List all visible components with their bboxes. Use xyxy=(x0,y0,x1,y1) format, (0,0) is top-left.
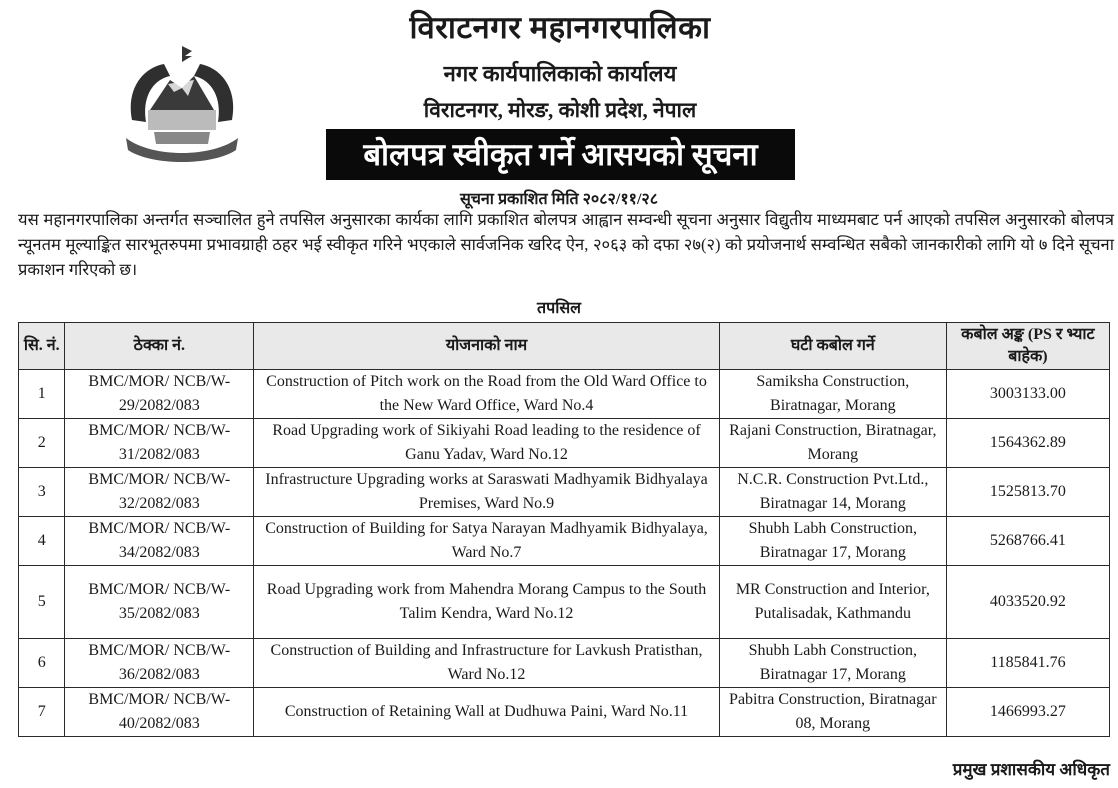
cell-sn: 4 xyxy=(19,517,65,566)
municipality-name: विराटनगर महानगरपालिका xyxy=(409,10,711,45)
col-header-project: योजनाको नाम xyxy=(254,323,720,370)
cell-contract: BMC/MOR/ NCB/W-40/2082/083 xyxy=(65,688,254,737)
table-row xyxy=(19,566,1110,639)
cell-amount: 1185841.76 xyxy=(946,639,1109,688)
cell-project: Construction of Building for Satya Narayan Madhyamik Bidhyalaya, Ward No.7 xyxy=(254,517,720,566)
cell-bidder: N.C.R. Construction Pvt.Ltd., Biratnagar 14, Morang xyxy=(719,468,946,517)
cell-bidder: Samiksha Construction, Biratnagar, Morang xyxy=(719,370,946,419)
cell-project: Construction of Retaining Wall at Dudhuwa Paini, Ward No.11 xyxy=(254,688,720,737)
table-row xyxy=(19,370,1110,419)
office-address: विराटनगर, मोरङ, कोशी प्रदेश, नेपाल xyxy=(423,98,697,122)
cell-amount: 5268766.41 xyxy=(946,517,1109,566)
publication-date: सूचना प्रकाशित मिति २०८२/११/२८ xyxy=(459,191,659,208)
table-header-row xyxy=(19,323,1110,370)
cell-amount: 1525813.70 xyxy=(946,468,1109,517)
cell-project: Construction of Building and Infrastructure for Lavkush Pratisthan, Ward No.12 xyxy=(254,639,720,688)
cell-amount: 3003133.00 xyxy=(946,370,1109,419)
nepal-emblem-icon xyxy=(112,40,252,170)
table-row xyxy=(19,468,1110,517)
table-row xyxy=(19,517,1110,566)
cell-bidder: Pabitra Construction, Biratnagar 08, Morang xyxy=(719,688,946,737)
cell-sn: 2 xyxy=(19,419,65,468)
cell-contract: BMC/MOR/ NCB/W-36/2082/083 xyxy=(65,639,254,688)
awarded-bids-table xyxy=(18,322,1110,737)
table-caption: तपसिल xyxy=(536,300,582,317)
cell-sn: 5 xyxy=(19,566,65,639)
signatory-title: प्रमुख प्रशासकीय अधिकृत xyxy=(952,760,1110,779)
cell-sn: 7 xyxy=(19,688,65,737)
cell-contract: BMC/MOR/ NCB/W-35/2082/083 xyxy=(65,566,254,639)
cell-bidder: Shubh Labh Construction, Biratnagar 17, Morang xyxy=(719,639,946,688)
table-row xyxy=(19,639,1110,688)
cell-bidder: Shubh Labh Construction, Biratnagar 17, Morang xyxy=(719,517,946,566)
cell-contract: BMC/MOR/ NCB/W-32/2082/083 xyxy=(65,468,254,517)
col-header-contract: ठेक्का नं. xyxy=(65,323,254,370)
cell-contract: BMC/MOR/ NCB/W-34/2082/083 xyxy=(65,517,254,566)
notice-title-banner: बोलपत्र स्वीकृत गर्ने आसयको सूचना xyxy=(326,129,795,180)
col-header-bidder: घटी कबोल गर्ने xyxy=(719,323,946,370)
cell-contract: BMC/MOR/ NCB/W-31/2082/083 xyxy=(65,419,254,468)
cell-project: Road Upgrading work from Mahendra Morang Campus to the South Talim Kendra, Ward No.12 xyxy=(254,566,720,639)
cell-bidder: Rajani Construction, Biratnagar, Morang xyxy=(719,419,946,468)
col-header-sn: सि. नं. xyxy=(19,323,65,370)
cell-amount: 1564362.89 xyxy=(946,419,1109,468)
col-header-amount: कबोल अङ्क (PS र भ्याट बाहेक) xyxy=(946,323,1109,370)
table-row xyxy=(19,688,1110,737)
cell-sn: 3 xyxy=(19,468,65,517)
office-name: नगर कार्यपालिकाको कार्यालय xyxy=(443,61,677,86)
cell-contract: BMC/MOR/ NCB/W-29/2082/083 xyxy=(65,370,254,419)
notice-body: यस महानगरपालिका अन्तर्गत सञ्चालित हुने तपसिल अनुसारका कार्यका लागि प्रकाशित बोलपत्र आह्वान सम्वन्धी सूचना अनुसार विद्युतीय माध्यमबाट पर्न आएको तपसिल अनुसारको बोलपत्र न्यूनतम मूल्याङ्कित सारभूतरुपमा प्रभावग्राही ठहर भई स्वीकृत गरिने भएकाले सार्वजनिक खरिद ऐन, २०६३ को दफा २७(२) को प्रयोजनार्थ सम्वन्धित सबैको जानकारीको लागि यो ७ दिने सूचना प्रकाशन गरिएको छ। xyxy=(18,210,1114,279)
cell-amount: 1466993.27 xyxy=(946,688,1109,737)
cell-sn: 6 xyxy=(19,639,65,688)
cell-project: Infrastructure Upgrading works at Saraswati Madhyamik Bidhyalaya Premises, Ward No.9 xyxy=(254,468,720,517)
cell-bidder: MR Construction and Interior, Putalisadak, Kathmandu xyxy=(719,566,946,639)
table-row xyxy=(19,419,1110,468)
cell-amount: 4033520.92 xyxy=(946,566,1109,639)
cell-project: Construction of Pitch work on the Road from the Old Ward Office to the New Ward Office, Ward No.4 xyxy=(254,370,720,419)
cell-sn: 1 xyxy=(19,370,65,419)
cell-project: Road Upgrading work of Sikiyahi Road leading to the residence of Ganu Yadav, Ward No.12 xyxy=(254,419,720,468)
